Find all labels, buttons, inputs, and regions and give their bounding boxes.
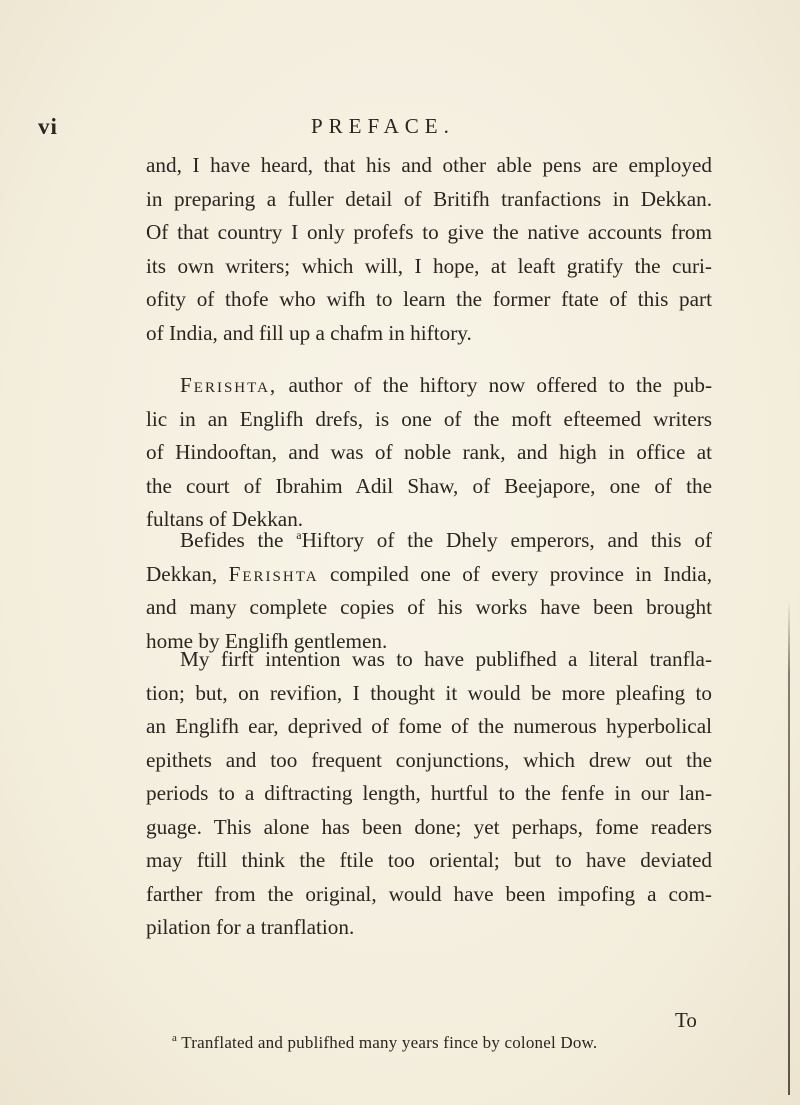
text-line xyxy=(146,369,712,403)
footnote-text: Tranflated and publifhed many years fince by colonel Dow. xyxy=(177,1033,598,1052)
text-line: Of that country I only profefs to give the native accounts from xyxy=(146,220,712,244)
text-line: pilation for a tranflation. xyxy=(146,915,355,939)
text-line: its own writers; which will, I hope, at leaft gratify the curi- xyxy=(146,253,712,278)
text-line: the court of Ibrahim Adil Shaw, of Beejapore, one of the xyxy=(146,473,712,498)
text-line: My firft intention was to have publifhed a literal tranfla- xyxy=(180,647,712,671)
text-line: ofity of thofe who wifh to learn the former ftate of this part xyxy=(146,287,712,311)
footnote-reference[interactable]: a xyxy=(296,528,302,542)
text-line: of Hindooftan, and was of noble rank, and high in office at xyxy=(146,440,712,464)
author-name: Ferishta xyxy=(228,561,319,586)
text-line: may ftill think the ftile too oriental; but to have deviated xyxy=(146,848,712,872)
text-line: periods to a diftracting length, hurtful to the fenfe in our lan- xyxy=(146,781,712,805)
page-number: vi xyxy=(38,114,58,139)
text-line: home by Englifh gentlemen. xyxy=(146,628,388,653)
paragraph-4 xyxy=(146,643,712,945)
paragraph-1 xyxy=(146,149,712,350)
footnote-mark: a xyxy=(172,1032,178,1044)
text-line: tion; but, on revifion, I thought it would be more pleafing to xyxy=(146,680,712,705)
text-line: in preparing a fuller detail of Britifh tranfactions in Dekkan. xyxy=(146,186,712,211)
text-line: guage. This alone has been done; yet perhaps, fome readers xyxy=(146,814,712,839)
footnote xyxy=(172,1033,597,1053)
paragraph-3 xyxy=(146,524,712,658)
text-line xyxy=(146,524,712,558)
text-fragment: compiled one of every province in India, xyxy=(318,561,713,586)
running-head: PREFACE. xyxy=(311,114,455,138)
text-line: and many complete copies of his works have been brought xyxy=(146,595,712,619)
text-fragment: Befides the xyxy=(180,528,297,552)
text-line: of India, and fill up a chafm in hiftory. xyxy=(146,320,472,345)
paragraph-2 xyxy=(146,369,712,537)
text-fragment: author of the hiftory now offered to the pub- xyxy=(277,373,712,397)
text-fragment: Dekkan, xyxy=(146,561,229,586)
page-edge-shadow xyxy=(788,600,790,1095)
text-line xyxy=(146,558,712,592)
text-line: an Englifh ear, deprived of fome of the numerous hyperbolical xyxy=(146,714,712,738)
text-line: farther from the original, would have been impofing a com- xyxy=(146,881,712,906)
catchword: To xyxy=(675,1008,697,1032)
text-line: lic in an Englifh drefs, is one of the moft efteemed writers xyxy=(146,406,712,431)
text-fragment: Hiftory of the Dhely emperors, and this of xyxy=(301,528,712,552)
text-line: fultans of Dekkan. xyxy=(146,507,304,531)
text-line: and, I have heard, that his and other able pens are employed xyxy=(146,153,712,177)
text-line: epithets and too frequent conjunctions, which drew out the xyxy=(146,747,712,772)
author-name: Ferishta, xyxy=(180,373,278,397)
